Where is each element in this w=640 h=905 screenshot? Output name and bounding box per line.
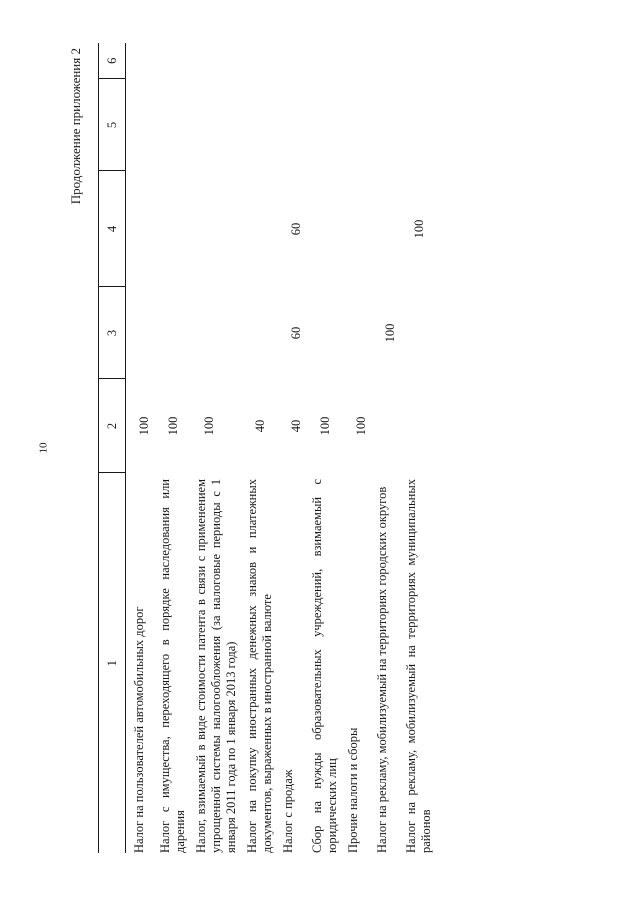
value-col-4 <box>340 171 369 287</box>
value-col-3 <box>239 287 275 379</box>
tax-name: Налог на рекламу, мобилизуемый на территориях городских округов <box>375 486 389 853</box>
tax-name: Налог на рекламу, мобилизуемый на территориях муниципальных районов <box>404 479 433 853</box>
tax-name: Сбор на нужды образовательных учреждений, взимаемый с юридических лиц <box>310 479 339 853</box>
column-header-6: 6 <box>99 43 126 79</box>
column-header-5: 5 <box>99 79 126 171</box>
table-row <box>340 43 369 853</box>
value-col-4 <box>188 171 239 287</box>
value-col-4 <box>239 171 275 287</box>
value-col-4: 100 <box>412 219 426 239</box>
value-col-3 <box>398 287 434 379</box>
value-col-4 <box>126 171 153 287</box>
table-row <box>188 43 239 853</box>
value-col-3 <box>304 287 340 379</box>
value-col-5 <box>304 79 340 171</box>
value-col-3: 60 <box>289 326 303 340</box>
value-col-2: 100 <box>354 416 368 436</box>
value-col-6 <box>152 43 188 79</box>
tax-name: Налог с имущества, переходящего в порядке наследования или дарения <box>158 479 187 853</box>
column-header-2: 2 <box>99 379 126 473</box>
table-row <box>239 43 275 853</box>
value-col-6 <box>369 43 398 79</box>
value-col-3 <box>340 287 369 379</box>
table-row <box>369 43 398 853</box>
value-col-2: 100 <box>202 416 216 436</box>
value-col-6 <box>126 43 153 79</box>
value-col-5 <box>275 79 304 171</box>
value-col-6 <box>275 43 304 79</box>
value-col-3 <box>126 287 153 379</box>
value-col-3 <box>152 287 188 379</box>
value-col-6 <box>239 43 275 79</box>
page-number: 10 <box>37 442 50 454</box>
table-header-row <box>99 43 126 853</box>
value-col-5 <box>152 79 188 171</box>
column-header-1: 1 <box>99 473 126 853</box>
tax-name: Налог на покупку иностранных денежных знаков и платежных документов, выраженных в иностранной валюте <box>245 479 274 853</box>
value-col-3 <box>188 287 239 379</box>
value-col-5 <box>398 79 434 171</box>
value-col-5 <box>126 79 153 171</box>
value-col-5 <box>369 79 398 171</box>
value-col-5 <box>340 79 369 171</box>
value-col-2 <box>369 379 398 473</box>
table-row <box>152 43 188 853</box>
value-col-4 <box>369 171 398 287</box>
value-col-6 <box>304 43 340 79</box>
value-col-2: 40 <box>289 419 303 433</box>
value-col-6 <box>188 43 239 79</box>
value-col-4 <box>152 171 188 287</box>
value-col-5 <box>188 79 239 171</box>
tax-name: Налог на пользователей автомобильных дорог <box>132 606 146 853</box>
value-col-6 <box>340 43 369 79</box>
value-col-6 <box>398 43 434 79</box>
tax-distribution-table <box>98 43 434 853</box>
table-row <box>398 43 434 853</box>
column-header-3: 3 <box>99 287 126 379</box>
table-row <box>275 43 304 853</box>
table-row <box>126 43 153 853</box>
table-row <box>304 43 340 853</box>
value-col-2: 100 <box>166 416 180 436</box>
value-col-2: 40 <box>253 419 267 433</box>
column-header-4: 4 <box>99 171 126 287</box>
value-col-4 <box>304 171 340 287</box>
value-col-5 <box>239 79 275 171</box>
value-col-2 <box>398 379 434 473</box>
value-col-2: 100 <box>137 416 151 436</box>
appendix-caption: Продолжение приложения 2 <box>68 48 83 205</box>
value-col-2: 100 <box>318 416 332 436</box>
tax-name: Налог с продаж <box>281 769 295 853</box>
value-col-4: 60 <box>289 222 303 236</box>
tax-name: Налог, взимаемый в виде стоимости патента в связи с применением упрощенной системы налогообложения (за налоговые периоды с 1 января 2011 года по 1 января 2013 года) <box>194 479 238 853</box>
tax-name: Прочие налоги и сборы <box>346 727 360 853</box>
value-col-3: 100 <box>383 323 397 343</box>
